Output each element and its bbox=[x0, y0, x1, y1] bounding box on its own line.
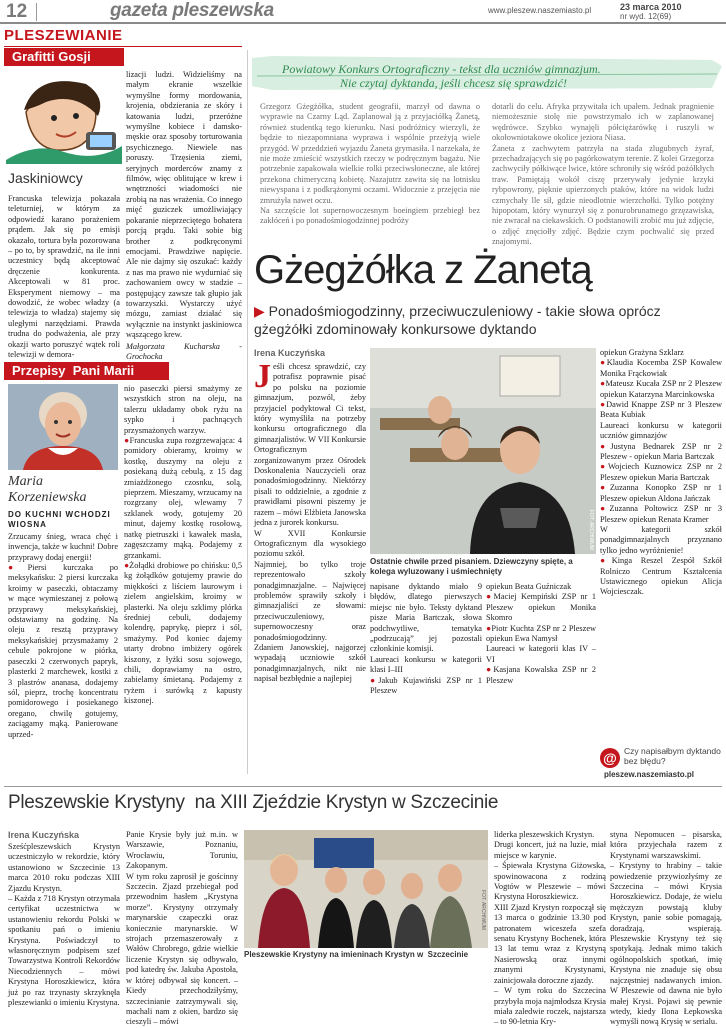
krystyny-col4 bbox=[610, 830, 722, 1028]
classroom-photo bbox=[370, 348, 596, 554]
krystyny-author: Irena Kuczyńska bbox=[8, 830, 80, 840]
laureate-item: opiekun Beata Guźniczak bbox=[486, 582, 572, 591]
classroom-photo-caption: Ostatnie chwile przed pisaniem. Dziewczyny spięte, a kolega wyluzowany i uśmiechnięty bbox=[370, 557, 573, 576]
przepisy-label: Przepisy Pani Marii bbox=[4, 362, 169, 380]
laureate-item: ● Dawid Knappe ZSP nr 3 Pleszew Beata Kubiak bbox=[600, 400, 722, 421]
article-headline: Gżegżółka z Żanetą bbox=[254, 248, 592, 292]
author-portrait bbox=[8, 384, 118, 470]
laureate-category: W kategorii szkół ponadgimnazjalnych przyznano tylko jedno wyróżnienie! bbox=[600, 524, 722, 555]
article-author: Irena Kuczyńska bbox=[254, 348, 326, 358]
dictation-text-2: dotarli do celu. Afryka przywitała ich upałem. Jednak pragnienie niemożesznie stolę nie powstrzymało ich w zaplanowanej wędrówce. Szybko wynajęli półciężarówkę i ruszyli w okołowniotakowe okolice jeziora Niasa. Żaneta z zachwytem patrzyła na stada zlugubnych żyraf, przechadzających się po pagórkowatym terenie. Z kolei Grzegorza zachwyciły półkiwące lwice, które schroniły się wśród pożółkłych traw. Pamiętają wokół ciszę przerywały jedynie krzyki rybpowrony, pięknie upierzonych ptaków, które na widok ludzi czmychały lle sił, gdzie nieodlotnie wierzchołki. Tylko potężny hipopotam, który wynurzył się z ponurobrunatnego grzęzawiska, nie zwracał na ciekawskich. O podstanowili zrobić mu już zdjęcie, o zdjęć znęciołły zdjęć. Będzie czym pochwalić się przed znajomymi. bbox=[492, 102, 714, 247]
laureate-item: ● Jakub Kujawiński ZSP nr 1 Pleszew bbox=[370, 676, 482, 697]
recipe-item: ● Piersi kurczaka po meksykańsku: 2 piersi kurczaka kroimy w paseczki, obtaczamy w mące wymieszanej z połową przyprawy meksykańskiej, odstawiamy na godzinę. Na oleju z resztą przyprawy meksykańskiej przysmażamy 2 cebule pokrojone w piórka, paseczki 2 czerwonych papryk, plasterki 2 marchewek, kostki z 3 plastrów ananasa, dodajemy sól, pieprz, trochę koncentratu pomidorowego i posiekanego oregano, chwilę gotujemy, zaciągamy mąką. Panierowane uprzed- bbox=[8, 563, 118, 740]
krystyny-photo bbox=[244, 830, 488, 948]
laureate-item: ● Maciej Kempiński ZSP nr 1 Pleszew opiekun Monika Skomro bbox=[486, 592, 596, 623]
laureate-item: ● Kasjana Kowalska ZSP nr 2 Pleszew bbox=[486, 665, 596, 686]
banner-line-2: Nie czytaj dyktanda, jeśli chcesz się sprawdzić! bbox=[340, 76, 567, 90]
section-rule bbox=[4, 46, 242, 47]
grafitti-text-2: lizacji ludzi. Widzieliśmy na małym ekranie wszelkie wymyślne formy mordowania, krojenia, obdzierania ze skóry i katowania ludzi, przeróżne wymyślne kobiece i damsko-męskie oraz sposoby torturowania psychicznego. Niewiele nas poruszy. Trzęsienia ziemi, seryjnych morderców znamy z filmów, więc oblitujące w krew i wnętrzności wiadomości nie zrobią na nas wrażenia. Co innego mięć guziczek umożliwiający pokaranie nieprzeciętego bohatera porcją prądu. Taki sobie big brother z podkręconymi emocjami. Prawdziwe napięcie. Ale nie dajmy się oszukać: każdy z nas ma prawo nie wydurniać się zachowaniem owcy w stadzie – postępujący zawsze tak głupio jak towarzyszki. Wystarczy użyć mózgu, zamiast działać się wyłącznie na instynkt jaskiniowca wąszącego krew. bbox=[126, 70, 242, 340]
laureate-item: ● Kinga Reszel Zespół Szkół Rolniczo Centrum Kształcenia Ustawicznego opiekun Alicja Wojciesczak. bbox=[600, 556, 722, 598]
article-col1 bbox=[254, 358, 366, 685]
krystyny-photo-caption: Pleszewskie Krystyny na imieninach Krystyn w Szczecinie bbox=[244, 950, 469, 959]
recipe-author-last: Korzeniewska bbox=[8, 490, 87, 505]
bottom-rule bbox=[4, 786, 722, 787]
grafitti-text-1: Francuska telewizja pokazała teleturniej, w którym za odpowiedź karano porażeniem prądem. Jak się po emisji okazało, tortura była pozorowana – po to, by sprawdzić, na ile inni uczestnicy będą akceptować dręczenie konkurenta. Akceptowali w 81 proc. Eksperyment niemowy – ma dowodzić, że wobec władzy (a telewizja to władza) stajemy się uległymi narzędziami. Prawda trudna do podważenia, ale przy okazji warto poruszyć wątek roli telewizji w demora- bbox=[8, 194, 120, 360]
krystyny-col3 bbox=[494, 830, 606, 1028]
header-issue: nr wyd. 12(69) bbox=[620, 12, 672, 21]
drop-cap: J bbox=[254, 358, 271, 395]
page-header bbox=[0, 0, 726, 24]
recipe-author-first: Maria bbox=[8, 474, 43, 489]
grafitti-col2 bbox=[126, 70, 242, 362]
dictation-col2 bbox=[492, 102, 714, 248]
laureate-item: ● Piotr Kuchta ZSP nr 2 Pleszew opiekun Ewa Namysł bbox=[486, 624, 596, 645]
krystyny-text-2: Panie Krysie były już m.in. w Warszawie, Poznaniu, Wrocławiu, Toruniu, Zakopanym. W tym roku zaprosił je gościnny Szczecin. Zjazd przebiegał pod przewodnim hasłem „Krystyna morze”. Krystyny otrzymały marynarskie czapeczki oraz koniecznie marynarskie. W strojach przemaszerowały z Wałów Chrobrego, gdzie wielkie liczenie Krystyn się odbywało, pod katedrę św. Jakuba Apostoła, w której odbywał się koncert. – Kiedy przechodziłyśmy, szczecinianie zatrzymywali się, machali nam z okien, bardzo się cieszyli – mówi bbox=[126, 830, 238, 1027]
promo-box[interactable] bbox=[600, 746, 722, 780]
header-url[interactable]: www.pleszew.naszemiasto.pl bbox=[488, 6, 592, 15]
header-date: 23 marca 2010 bbox=[620, 2, 682, 12]
konkurs-box bbox=[252, 52, 722, 247]
header-divider bbox=[36, 3, 37, 21]
page-number: 12 bbox=[6, 1, 28, 22]
laureate-item: ● Justyna Bednarek ZSP nr 2 Pleszew - opiekun Maria Bartczak bbox=[600, 442, 722, 463]
laureate-item: ● Zuzanna Konopko ZSP nr 1 Pleszew opiekun Aldona Jańczak bbox=[600, 483, 722, 504]
laureate-item: ● Zuzanna Poltowicz ZSP nr 3 Pleszew opiekun Renata Kramer bbox=[600, 504, 722, 525]
article-body-text: eśli chcesz sprawdzić, czy potrafisz poprawnie pisać po polsku na poziomie gimnazjum, pozwól, żeby przyjaciel podyktował Ci tekst, który wymyśliła na potrzeby konkursu ortograficznego dla gimnazjalistów. W VII Konkursie Ortograficznym zorganizowanym przez Ośrodek Doskonalenia Nauczycieli oraz ponadośmiogodzinny. Niektórzy pisali to oddzielnie, a zgodnie z prawidłami pisowni piszemy je razem – mówi Elżbieta Janowska jedna z jurorek konkursu. W XVII Konkursie Ortograficznym dla wysokiego poziomu szkół. Najmniej, bo tylko troje reprezentowało szkoły ponadgimnazjalne. – Najwięcej problemów sprawiły szkoły i gimnazjaliści ze słowami: przeciwuczuleniowy, supernowoczesny oraz ponadośmiogodzinny. Zdaniem Janowskiej, najgorzej wypadają uczniowie szkół ponadgimnazjalnych, nikt nie napisał bezbłędnie a najlepiej bbox=[254, 362, 366, 684]
laureate-item: ● Mateusz Kucała ZSP nr 2 Pleszew opiekun Katarzyna Marcinkowska bbox=[600, 379, 722, 400]
krystyny-headline: Pleszewskie Krystyny na XIII Zjeździe Krystyn w Szczecinie bbox=[8, 792, 499, 813]
section-title: PLESZEWIANIE bbox=[4, 27, 123, 44]
recipes-intro: Zrzucamy śnieg, wraca chęć i inwencja, także w kuchni! Dobre przyprawy dodaj energii! bbox=[8, 531, 118, 562]
laureate-category: Laureaci w kategorii klas IV – VI bbox=[486, 644, 596, 664]
grafitti-illustration bbox=[6, 72, 122, 164]
recipes-col1 bbox=[8, 510, 118, 740]
triangle-icon: ▶ bbox=[254, 303, 265, 319]
article-subheadline bbox=[254, 302, 722, 338]
subheadline-text: Ponadośmiogodzinny, przeciwuczuleniowy - takie słowa oprócz gżegżółki zdominowały konkursowe dyktando bbox=[254, 303, 661, 337]
laureate-item: ● Klaudia Kocemba ZSP Kowalew Monika Frąckowiak bbox=[600, 358, 722, 379]
at-icon: @ bbox=[600, 748, 620, 768]
laureate-item: ● Wojciech Kuznowicz ZSP nr 2 Pleszew opiekun Maria Bartczak bbox=[600, 462, 722, 483]
grafitti-author: Małgorzata Kucharska - Grochocka bbox=[126, 341, 242, 361]
article-body-1 bbox=[254, 358, 366, 685]
krystyny-text-1: Sześćpleszewskich Krystyn uczestniczyło w rekordzie, który ustanowiono w Szczecinie 13 marca 2010 roku podczas XIII Zjazdu Krystyn. – Każda z 718 Krystyn otrzymała certyfikat uczestnictwa w ustanowieniu rekordu Polski w spotkaniu pań o imieniu Krystyna. Poświadczył to własnoręcznym podpisem szef Towarzystwa Kontroli Rekordów Niecodziennych – mówi Krystyna Horoszkiewicz, która już po raz trzynasty skrzyknęła pleszewianki o imieniu Krystyna. bbox=[8, 842, 120, 1008]
recipe-continued: nio paseczki piersi smażymy ze wszystkich stron na oleju, na talerzu układamy obok ryżu na sypko i pachnących przysmażonych warzyw. bbox=[124, 384, 242, 435]
laureate-item: opiekun Grażyna Szklarz bbox=[600, 348, 684, 357]
laureates-col bbox=[600, 348, 722, 598]
article-col3 bbox=[486, 582, 596, 686]
dictation-col1 bbox=[260, 102, 480, 227]
krystyny-col1 bbox=[8, 842, 120, 1009]
recipe-item: ● Żołądki drobiowe po chińsku: 0,5 kg żołądków gotujemy prawie do miękkości z liściem laurowym i zielem angielskim, kroimy w plasterki. Na oleju szklimy plórka średniej cebuli, dodajemy kolendrę, paprykę, pieprz i sól, smażymy. Pod koniec dajemy utarty drobno imbiżery ogórek kiszony, z łyżki sosu sojowego, chili, doprawiamy na ostro, zabielamy śmietaną. Podajemy z ryżem i surówką z kapusty kiszonej. bbox=[124, 561, 242, 707]
recipes-col2 bbox=[124, 384, 242, 707]
laureate-category: Laureaci konkursu w kategorii uczniów gimnazjów bbox=[600, 420, 722, 441]
article-col2 bbox=[370, 582, 482, 696]
grafitti-heading: Jaskiniowcy bbox=[8, 170, 83, 186]
recipes-subhead: DO KUCHNI WCHODZI WIOSNA bbox=[8, 510, 111, 530]
banner-line-1: Powiatowy Konkurs Ortograficzny - tekst dla uczniów gimnazjum. bbox=[282, 62, 601, 76]
promo-url[interactable]: pleszew.naszemiasto.pl bbox=[604, 770, 694, 779]
recipe-item: ● Francuska zupa rozgrzewająca: 4 pomidory obieramy, kroimy w kostkę, duszymy na oleju z posiekaną dużą cebulą, z 15 dag zmiażdżonego czosnku, solą, pieprzem. Mieszamy, wrzucamy na rozgrzany olej, wlewamy 7 szklanek wody, gotujemy 20 minut, dajemy kostkę rosołową, natkę pietruszki i kawałek masła, zagęszczamy mąką. Podajemy z grzankami. bbox=[124, 436, 242, 561]
newspaper-title: gazeta pleszewska bbox=[110, 0, 274, 21]
promo-text: Czy napisałbym dyktando bez błędu? bbox=[624, 746, 721, 766]
krystyny-photo-credit: FOT. ARCHIWUM bbox=[480, 890, 486, 930]
article-body-tail: napisane dyktando miało 9 błędów, dlatego pierwszych miejsc nie było. Teksty dyktand pisze Maria Bartczak, słowa podchwytliwe, tematyka „podrzucają” jej pozostali członkinie komisji. Laureaci konkursu w kategorii klasi I–III bbox=[370, 582, 482, 675]
krystyny-text-3: liderka pleszewskich Krystyn. Drugi koncert, już na luzie, miał miejsce w karynie. – Śpiewała Krystyna Giżowska, spowinowacona z rodziną Vogtów w Pleszewie – mówi Krystyna Horoszkiewicz. XIII Zjazd Krystyn rozpoczął się 13 marca o godzinie 13.30 pod patronatem wiceszefa szefa senatu Krystyny Bochenek, która 13 lat temu wraz z Krystyną Nasierowską oraz innymi znanymi Krystynami, zainicjowała doroczne zjazdy. – W tym roku do Szczecina przybyła moja najmłodsza Krysia miała zaledwie roczek, najstarsza – to 90-letnia Kry- bbox=[494, 830, 606, 1027]
krystyny-col2 bbox=[126, 830, 238, 1028]
krystyny-text-4: styna Nepomucen – pisarska, która przyjechała razem z Krystynami warszawskimi. – Krystyny to hrabiny – takie powiedzenie przywiozłyśmy ze Szczecina – mówi Krysia Horoszkiewicz. Dodaje, że wielu mężczyzn powstają kluby Krystyn, panie sobie pomagają, doradzają, wspierają. Pleszewskie Krystyny też się spotykają. Jednak mimo takich ogólnopolskich spotkań, imię Krystyna nie znaduje się obsu najczęstniej nadawanych imion. W Pleszewie od dawna nie było małej Krysi. Pojawi się pewnie wtedy, kiedy Ilona Łepkowska wymyśli nową Krysię w serialu. bbox=[610, 830, 722, 1027]
grafitti-col1 bbox=[8, 194, 120, 361]
photo-credit: FOT. ARCHIWUM bbox=[588, 510, 594, 550]
dictation-text-1: Grzegorz Gżegżółka, student geografii, marzył od dawna o wyprawie na Czarny Ląd. Zaplanował ją z przyjaciółką Żanetą, również studentką tego kierunku. Nasi podróżnicy wierzyli, że będzie to niezapomniana wyprawa i wspólnie przeżyją wiele przygód. W przeddzień wyjazdu Żaneta grymasiła. I narzekała, że nie może zmieścić wszystkich rzeczy w podręcznym bagażu. Nie potrzebnie zapakowała wielkie rolki przeciwsłoneczne, ale której przekona chimeryczną kobietę. Nazajutrz zawita się na lotnisku niewyspana i z podkrążonymi oczami. Widocznie z przejęcia nie zmrużyła nawet oczu. Na szczęście lot supernowoczesnym boeingiem przebiegł bez zakłóceń i po ponadośmiogodzinnej podróży bbox=[260, 102, 480, 226]
grafitti-label: Grafitti Gosji bbox=[4, 48, 124, 66]
column-divider bbox=[247, 50, 248, 774]
